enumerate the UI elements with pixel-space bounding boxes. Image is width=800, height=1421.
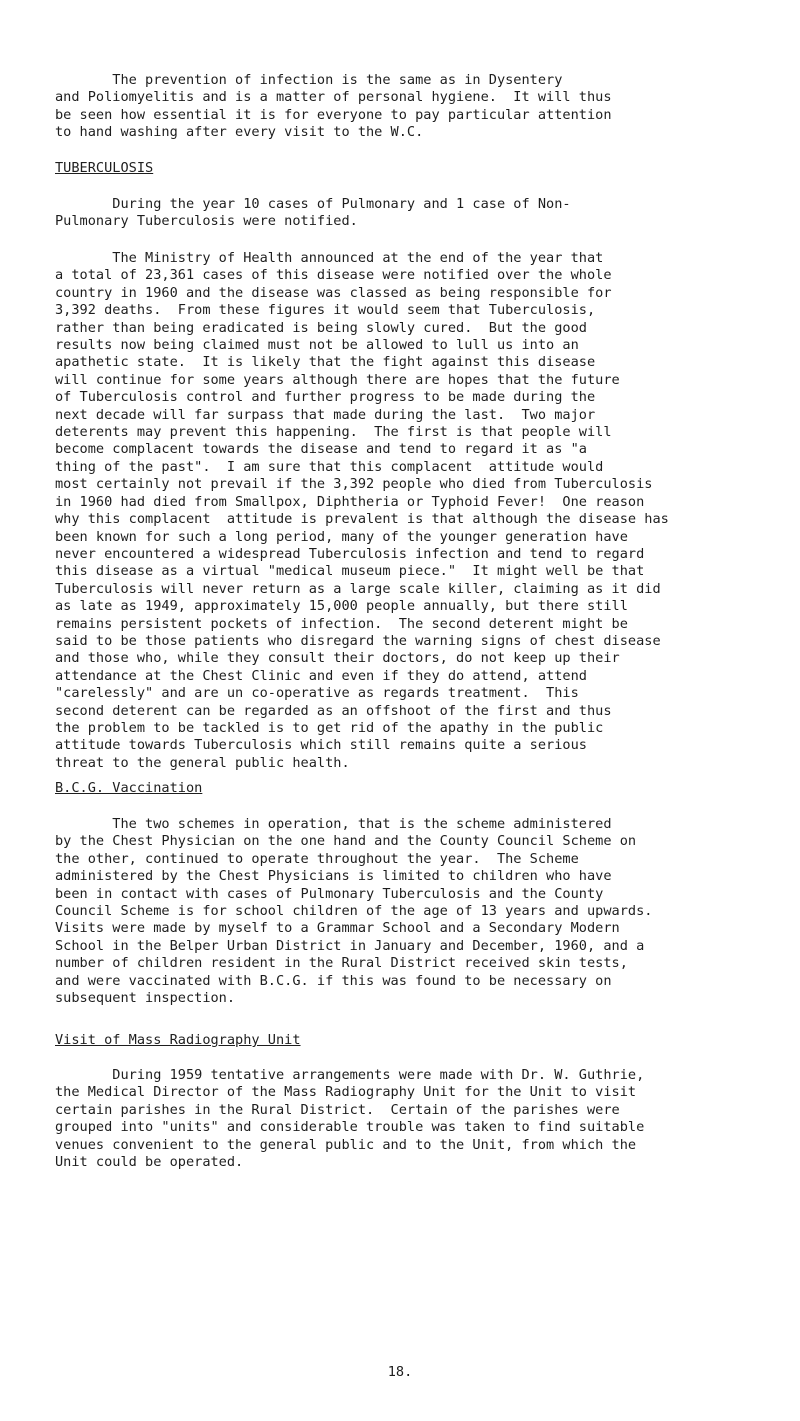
tuberculosis-heading: TUBERCULOSIS <box>55 160 154 176</box>
bcg-vaccination-paragraph: The two schemes in operation, that is the scheme administered by the Chest Physician on the one hand and the County Council Scheme on the other, continued to operate throughout the year. The Scheme administered by the Chest Physicians is limited to children who have been in contact with cases of Pulmonary Tuberculosis and the County Council Scheme is for school children of the age of 13 years and upwards. Visits were made by myself to a Grammar School and a Secondary Modern School in the Belper Urban District in January and December, 1960, and a number of children resident in the Rural District received skin tests, and were vaccinated with B.C.G. if this was found to be necessary on subsequent inspection. <box>55 816 653 1007</box>
bcg-vaccination-heading: B.C.G. Vaccination <box>55 780 203 796</box>
tuberculosis-paragraph-2: The Ministry of Health announced at the end of the year that a total of 23,361 cases of this disease were notified over the whole country in 1960 and the disease was classed as being responsible for 3,392 deaths. From these figures it would seem that Tuberculosis, rather than being eradicated is being slowly cured. But the good results now being claimed must not be allowed to lull us into an apathetic state. It is likely that the fight against this disease will continue for some years although there are hopes that the future of Tuberculosis control and further progress to be made during the next decade will far surpass that made during the last. Two major deterents may prevent this happening. The first is that people will become complacent towards the disease and tend to regard it as "a thing of the past". I am sure that this complacent attitude would most certainly not prevail if the 3,392 people who died from Tuberculosis in 1960 had died from Smallpox, Diphtheria or Typhoid Fever! One reason why this complacent attitude is prevalent is that although the disease has been known for such a long period, many of the younger generation have never encountered a widespread Tuberculosis infection and tend to regard this disease as a virtual "medical museum piece." It might well be that Tuberculosis will never return as a large scale killer, claiming as it did as late as 1949, approximately 15,000 people annually, but there still remains persistent pockets of infection. The second deterent might be said to be those patients who disregard the warning signs of chest disease and those who, while they consult their doctors, do not keep up their attendance at the Chest Clinic and even if they do attend, attend "carelessly" and are un co-operative as regards treatment. This second deterent can be regarded as an offshoot of the first and thus the problem to be tackled is to get rid of the apathy in the public attitude towards Tuberculosis which still remains quite a serious threat to the general public health. <box>55 250 669 771</box>
tuberculosis-paragraph-1: During the year 10 cases of Pulmonary and 1 case of Non- Pulmonary Tuberculosis were notified. <box>55 196 571 230</box>
intro-paragraph: The prevention of infection is the same as in Dysentery and Poliomyelitis and is a matter of personal hygiene. It will thus be seen how essential it is for everyone to pay particular attention to hand washing after every visit to the W.C. <box>55 72 612 141</box>
mass-radiography-heading: Visit of Mass Radiography Unit <box>55 1032 301 1048</box>
mass-radiography-paragraph: During 1959 tentative arrangements were made with Dr. W. Guthrie, the Medical Director of the Mass Radiography Unit for the Unit to visit certain parishes in the Rural District. Certain of the parishes were grouped into "units" and considerable trouble was taken to find suitable venues convenient to the general public and to the Unit, from which the Unit could be operated. <box>55 1067 645 1171</box>
page-number: 18. <box>387 1364 413 1380</box>
